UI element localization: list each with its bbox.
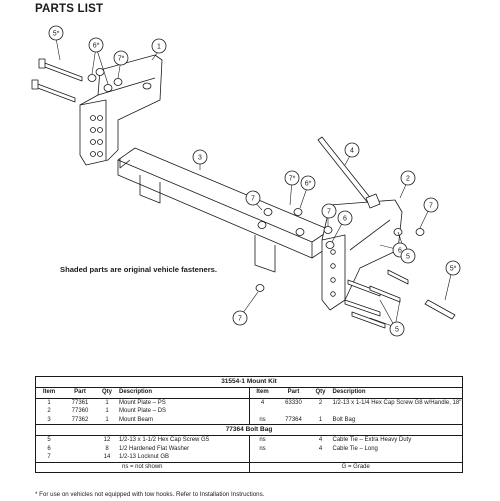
part-cell <box>62 436 98 445</box>
col-desc-header: Description <box>332 389 366 395</box>
col-item-header: Item <box>256 389 269 395</box>
item-cell: ns <box>259 437 266 444</box>
table-row <box>36 407 249 416</box>
desc-cell: Bolt Bag <box>332 416 356 423</box>
qty-cell: 2 <box>318 399 323 406</box>
desc-cell: Mount Beam <box>119 416 154 423</box>
footer-grade-note: G = Grade <box>341 464 370 471</box>
desc-cell: Cable Tie – Extra Heavy Duty <box>332 437 412 444</box>
part-cell: 77362 <box>71 416 89 423</box>
item-cell: ns <box>259 445 266 452</box>
bag-rows <box>36 436 462 462</box>
callout-4: 4 <box>350 147 354 155</box>
table-row <box>250 436 463 445</box>
desc-cell: Mount Plate – PS <box>119 399 166 406</box>
table-row <box>250 445 463 454</box>
page-title: PARTS LIST <box>35 3 104 15</box>
item-cell: 3 <box>47 416 51 423</box>
table-row-empty <box>250 453 463 462</box>
table-row <box>36 445 249 454</box>
col-qty-header: Qty <box>315 389 326 395</box>
qty-cell: 1 <box>105 416 109 423</box>
callout-3: 3 <box>198 154 202 162</box>
callout-5-star-left: 5* <box>52 30 60 38</box>
bolt-group-left <box>32 59 82 102</box>
qty-cell: 14 <box>103 454 111 461</box>
callout-7-star-mid: 7* <box>288 175 296 183</box>
shaded-parts-note: Shaded parts are original vehicle fasteners. <box>60 265 217 274</box>
part-cell <box>62 445 98 454</box>
table-row <box>250 416 463 425</box>
part-cell <box>62 453 98 462</box>
qty-cell: 4 <box>318 445 323 452</box>
part-cell <box>276 436 312 445</box>
bolt-bag-title: 77364 Bolt Bag <box>36 424 462 436</box>
callout-7-bottom: 7 <box>238 315 242 323</box>
mount-kit-title: 31554-1 Mount Kit <box>36 377 462 388</box>
callout-7-mid-left: 7 <box>251 195 255 203</box>
col-item-header: Item <box>42 389 56 395</box>
mount-plate-ds <box>322 200 402 310</box>
callout-7-mid-right: 7 <box>327 208 331 216</box>
callout-6-mid: 6 <box>343 215 347 223</box>
callout-1: 1 <box>157 43 161 51</box>
item-cell: 5 <box>47 437 51 444</box>
qty-cell: 12 <box>103 437 111 444</box>
col-part-header: Part <box>74 389 86 395</box>
desc-cell: 1/2-13 x 1-1/2 Hex Cap Screw G5 <box>119 437 210 444</box>
table-footer-row <box>36 462 462 472</box>
footnote: * For use on vehicles not equipped with tow hooks. Refer to Installation Instructions. <box>35 491 265 498</box>
footer-ns-note: ns = not shown <box>121 464 163 471</box>
kit-rows <box>36 399 462 425</box>
qty-cell: 8 <box>105 445 109 452</box>
part-cell <box>276 445 312 454</box>
qty-cell: 4 <box>318 437 323 444</box>
item-cell: 2 <box>47 408 51 415</box>
item-cell: 7 <box>47 454 51 461</box>
callout-5-star-right: 5* <box>449 265 457 273</box>
callout-5-right-lower: 5 <box>395 326 399 334</box>
col-qty-header: Qty <box>101 389 112 395</box>
item-cell: 4 <box>260 399 265 406</box>
col-part-header: Part <box>287 389 300 395</box>
callout-7-right: 7 <box>429 202 433 210</box>
table-row <box>250 399 463 416</box>
part-cell: 77364 <box>285 416 302 423</box>
table-row <box>36 416 249 425</box>
table-header-row <box>36 388 462 399</box>
desc-cell: 1/2-13 Locknut GB <box>119 454 170 461</box>
callout-6-star-mid: 6* <box>304 180 312 188</box>
desc-cell: 1/2 Hardened Flat Washer <box>119 445 190 452</box>
callout-2: 2 <box>406 175 410 183</box>
qty-cell: 1 <box>105 399 109 406</box>
table-row <box>36 453 249 462</box>
part-cell: 77360 <box>71 408 89 415</box>
item-cell: 6 <box>47 445 51 452</box>
callout-6-right: 6 <box>398 247 402 255</box>
table-row <box>36 436 249 445</box>
item-cell: ns <box>259 416 266 423</box>
qty-cell: 1 <box>318 416 323 423</box>
desc-cell: Cable Tie – Long <box>332 445 378 452</box>
callout-7-star-left: 7* <box>117 55 125 63</box>
callout-6-star-left: 6* <box>92 42 100 50</box>
parts-table <box>35 376 463 473</box>
part-cell: 63330 <box>285 399 302 406</box>
desc-cell: 1/2-13 x 1-1/4 Hex Cap Screw G8 w/Handle, 18" <box>332 399 462 406</box>
desc-cell: Mount Plate – DS <box>119 408 167 415</box>
part-cell: 77361 <box>71 399 89 406</box>
item-cell: 1 <box>47 399 51 406</box>
col-desc-header: Description <box>119 389 153 395</box>
table-row <box>36 399 249 408</box>
callout-5-right-upper: 5 <box>406 253 410 261</box>
qty-cell: 1 <box>105 408 109 415</box>
